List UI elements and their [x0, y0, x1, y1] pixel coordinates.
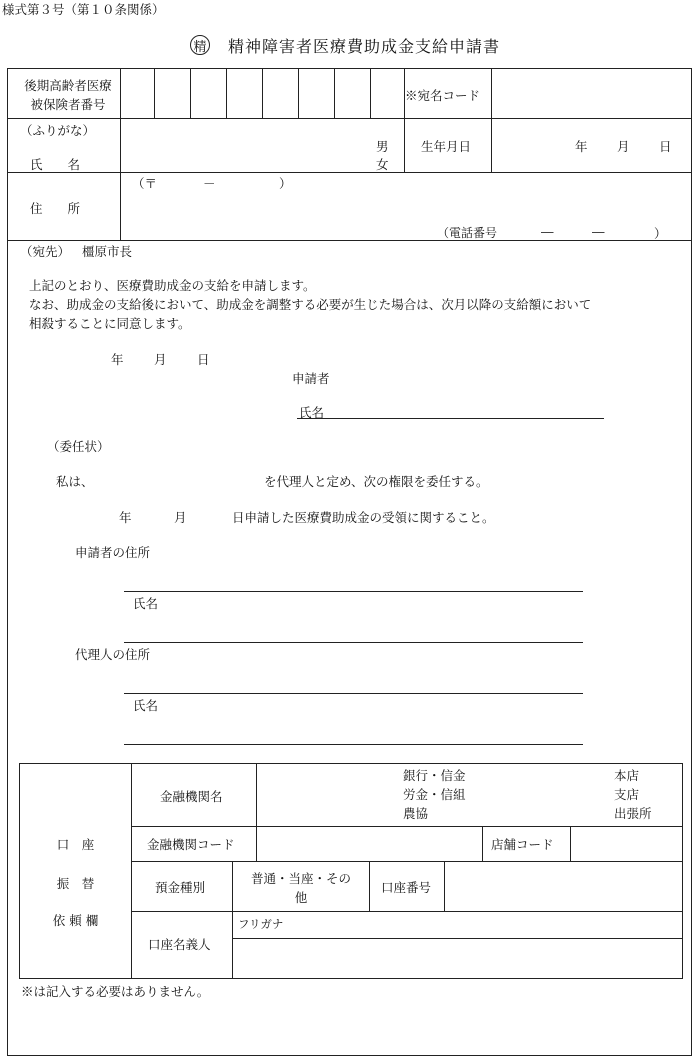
agent-address-line[interactable]	[124, 693, 583, 694]
proxy-i-label: 私は、	[56, 474, 94, 489]
bank-col-divider	[482, 826, 483, 861]
agent-name-label: 氏名	[133, 698, 159, 713]
bank-side-divider	[131, 763, 132, 979]
declaration-line-2: なお、助成金の支給後において、助成金を調整する必要が生じた場合は、次月以降の支給額において	[29, 297, 592, 312]
phone-label: （電話番号	[437, 226, 498, 240]
applicant-signature-name-label: 氏名	[299, 405, 325, 420]
declaration-line-3: 相殺することに同意します。	[29, 316, 191, 331]
form-number: 様式第３号（第１０条関係）	[2, 2, 165, 17]
applicant-address-line[interactable]	[124, 591, 583, 592]
applicant-name-field[interactable]	[121, 119, 371, 172]
institution-type-line-2[interactable]: 労金・信組	[403, 787, 466, 802]
holder-name-field[interactable]	[233, 939, 682, 978]
column-divider	[491, 68, 492, 172]
proxy-applicant-name-line[interactable]	[124, 642, 583, 643]
account-number-field[interactable]	[445, 862, 682, 911]
page-title: 精神障害者医療費助成金支給申請書	[228, 37, 501, 56]
column-divider	[404, 68, 405, 172]
applicant-address-label: 申請者の住所	[75, 545, 151, 560]
institution-type-line-3[interactable]: 農協	[403, 806, 429, 821]
birth-day-label: 日	[659, 139, 672, 154]
proxy-authority-text: 日申請した医療費助成金の受領に関すること。	[232, 510, 495, 525]
footnote: ※は記入する必要はありません。	[21, 984, 210, 999]
holder-furigana-label: フリガナ	[238, 917, 284, 931]
branch-code-field[interactable]	[571, 827, 682, 861]
agent-name-field[interactable]	[96, 470, 262, 488]
institution-name-field[interactable]	[257, 764, 397, 826]
addressee-label: （宛先）	[20, 244, 71, 259]
deposit-type-options-2[interactable]: 他	[294, 890, 308, 905]
agent-name-line[interactable]	[124, 744, 583, 745]
branch-code-label: 店舗コード	[491, 837, 554, 852]
institution-type-line-1[interactable]: 銀行・信金	[403, 768, 466, 783]
insured-number-label-line2: 被保険者番号	[30, 97, 106, 112]
application-month-label: 月	[154, 352, 167, 367]
holder-furigana-field[interactable]	[300, 912, 682, 938]
gender-female-option[interactable]: 女	[376, 157, 389, 172]
bank-side-label-2: 振 替	[56, 876, 95, 891]
birthdate-label: 生年月日	[421, 139, 472, 154]
birth-year-label: 年	[575, 139, 588, 154]
row-divider	[7, 240, 692, 241]
account-number-label: 口座番号	[381, 880, 432, 895]
name-label: 氏 名	[30, 157, 81, 172]
agent-address-label: 代理人の住所	[75, 647, 151, 662]
proxy-heading: （委任状）	[47, 439, 110, 454]
birth-month-label: 月	[617, 139, 630, 154]
insured-number-field[interactable]	[121, 69, 404, 118]
proxy-appoint-text: を代理人と定め、次の権限を委任する。	[264, 474, 489, 489]
address-code-label: ※宛名コード	[405, 88, 481, 103]
application-day-label: 日	[197, 352, 210, 367]
institution-name-label: 金融機関名	[160, 789, 223, 804]
deposit-type-options-1[interactable]: 普通・当座・その	[250, 871, 351, 886]
application-year-label: 年	[111, 352, 124, 367]
postal-dash: －	[203, 176, 216, 191]
declaration-line-1: 上記のとおり、医療費助成金の支給を申請します。	[29, 278, 316, 293]
furigana-label: （ふりがな）	[20, 123, 96, 138]
address-field[interactable]	[121, 173, 691, 221]
proxy-applicant-name-label: 氏名	[133, 596, 159, 611]
deposit-type-label: 預金種別	[155, 880, 206, 895]
postal-close: ）	[279, 176, 292, 191]
branch-type-office[interactable]: 出張所	[614, 806, 652, 821]
institution-code-field[interactable]	[257, 827, 482, 861]
insured-number-label	[18, 76, 118, 114]
branch-type-main[interactable]: 本店	[614, 768, 640, 783]
phone-dash-1: ―	[541, 224, 554, 239]
gender-male-option[interactable]: 男	[376, 139, 389, 154]
applicant-signature-line[interactable]	[297, 418, 604, 419]
insured-number-label-line1: 後期高齢者医療	[24, 78, 112, 93]
phone-dash-2: ―	[592, 224, 605, 239]
phone-close: ）	[654, 226, 667, 241]
institution-code-label: 金融機関コード	[147, 837, 235, 852]
address-label: 住 所	[30, 201, 81, 216]
proxy-year-label: 年	[119, 510, 132, 525]
bank-col-divider	[369, 861, 370, 911]
applicant-label: 申請者	[292, 371, 330, 386]
addressee: 橿原市長	[82, 244, 133, 259]
postal-open: （〒	[132, 176, 158, 191]
account-holder-label: 口座名義人	[148, 937, 211, 952]
bank-side-label-3: 依 頼 欄	[52, 913, 99, 928]
proxy-month-label: 月	[174, 510, 187, 525]
seal-icon: 精	[190, 35, 210, 55]
branch-type-branch[interactable]: 支店	[614, 787, 640, 802]
bank-side-label-1: 口 座	[56, 837, 95, 852]
